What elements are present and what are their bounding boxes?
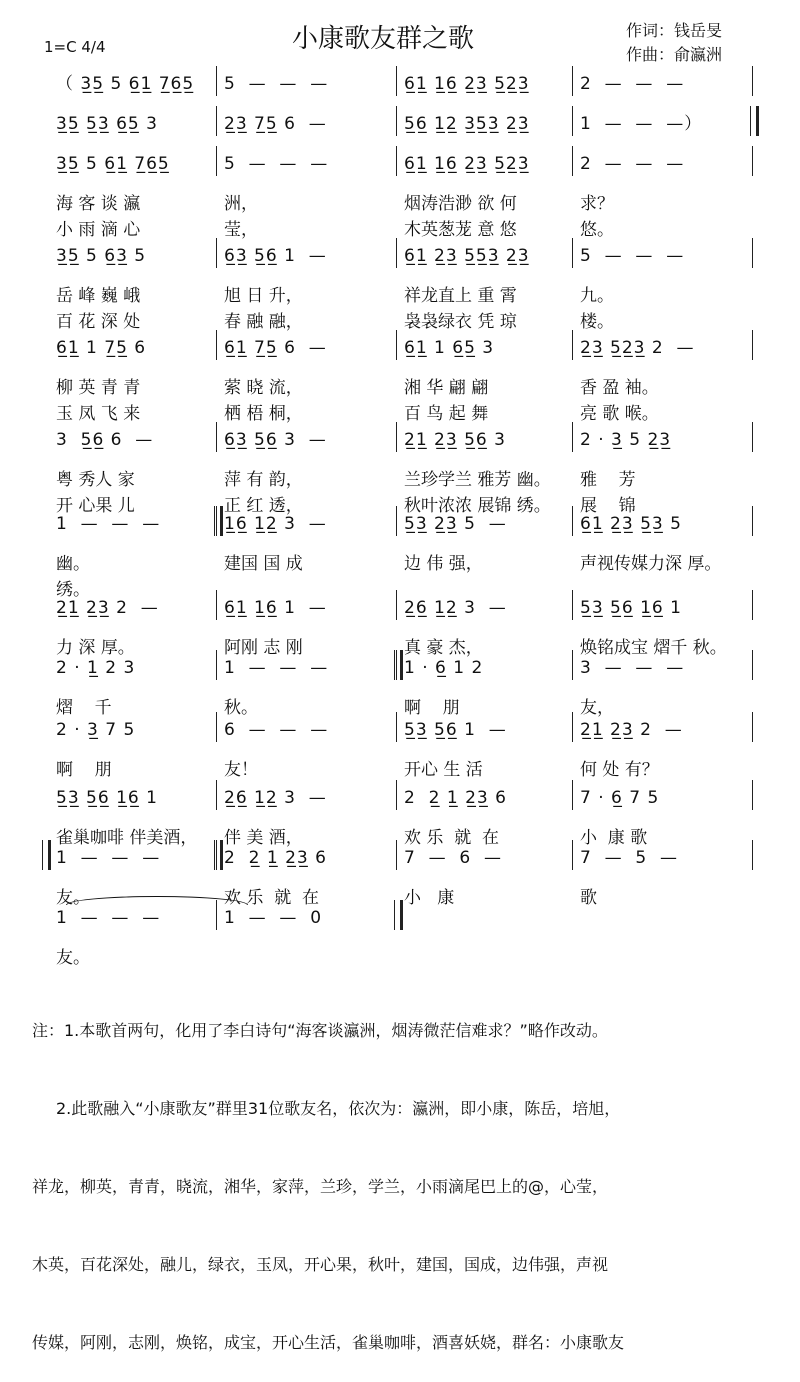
lyricist-credit: 作词：钱岳旻 bbox=[626, 21, 723, 40]
measure-notes: 6̲1̲ 7̲5̲ 6 — bbox=[224, 338, 327, 358]
barline bbox=[396, 330, 397, 360]
lyric-phrase: 百 花 深 处 bbox=[56, 312, 141, 332]
barline bbox=[752, 712, 753, 742]
notation-row bbox=[0, 786, 800, 816]
lyric-phrase: 洲， bbox=[224, 194, 258, 214]
measure-notes: 2 — — — bbox=[580, 154, 685, 174]
lyric-phrase: 烟涛浩渺 欲 何 bbox=[404, 194, 517, 214]
barline bbox=[572, 106, 573, 136]
measure-notes: 3̲5̲ 5 6̲3̲ 5 bbox=[56, 246, 147, 266]
lyric-phrase: 旭 日 升， bbox=[224, 286, 303, 306]
lyric-phrase: 声视传媒力深 厚。 bbox=[580, 554, 722, 574]
barline bbox=[396, 106, 397, 136]
lyric-phrase: 萦 晓 流， bbox=[224, 378, 303, 398]
lyric-phrase: 莹， bbox=[224, 220, 258, 240]
barline bbox=[572, 330, 573, 360]
measure-notes: 3̲5̲ 5̲3̲ 6̲5̲ 3 bbox=[56, 114, 158, 134]
lyric-phrase: 楼。 bbox=[580, 312, 614, 332]
measure-notes: 2̲6̲ 1̲2̲ 3 — bbox=[404, 598, 507, 618]
notation-row bbox=[0, 596, 800, 626]
lyric-phrase: 友。 bbox=[56, 948, 90, 968]
measure-notes: 6̲1̲ 1̲6̲ 2̲3̲ 5̲2̲3̲ bbox=[404, 74, 530, 94]
barline bbox=[572, 650, 573, 680]
repeat-end-barline bbox=[750, 106, 759, 136]
barline bbox=[752, 238, 753, 268]
measure-notes: 2 · 1̲ 2 3 bbox=[56, 658, 136, 678]
lyric-phrase: 展 锦 bbox=[580, 496, 636, 516]
measure-notes: 6 — — — bbox=[224, 720, 329, 740]
barline bbox=[396, 840, 397, 870]
barline bbox=[572, 146, 573, 176]
song-title: 小康歌友群之歌 bbox=[292, 24, 475, 54]
measure-notes: 6̲1̲ 2̲3̲ 5̲5̲3̲ 2̲3̲ bbox=[404, 246, 530, 266]
barline bbox=[572, 238, 573, 268]
measure-notes: 2 2̲ 1̲ 2̲3̲ 6 bbox=[404, 788, 507, 808]
measure-notes: 7 · 6̲ 7 5 bbox=[580, 788, 660, 808]
measure-notes: 5̲3̲ 5̲6̲ 1 — bbox=[404, 720, 507, 740]
measure-notes: 2̲1̲ 2̲3̲ 5̲6̲ 3 bbox=[404, 430, 506, 450]
lyric-phrase: 友！ bbox=[224, 760, 258, 780]
measure-notes: 1 · 6̲ 1 2 bbox=[404, 658, 484, 678]
repeat-end-barline bbox=[214, 506, 223, 536]
measure-notes: 2̲1̲ 2̲3̲ 2 — bbox=[580, 720, 683, 740]
lyric-phrase: 小 雨 滴 心 bbox=[56, 220, 141, 240]
footnote-line: 2.此歌融入“小康歌友”群里31位歌友名，依次为：瀛洲，即小康，陈岳，培旭， bbox=[56, 1099, 621, 1118]
notation-row bbox=[0, 718, 800, 748]
barline bbox=[216, 238, 217, 268]
barline bbox=[752, 650, 753, 680]
footnote-line: 木英，百花深处，融儿，绿衣，玉凤，开心果，秋叶，建国，国成，边伟强，声视 bbox=[32, 1255, 609, 1274]
composer-credit: 作曲：俞瀛洲 bbox=[626, 45, 723, 64]
notation-row bbox=[0, 846, 800, 876]
barline bbox=[396, 238, 397, 268]
lyric-phrase: 秋。 bbox=[224, 698, 258, 718]
lyric-phrase: 香 盈 袖。 bbox=[580, 378, 659, 398]
lyric-phrase: 幽。 bbox=[56, 554, 90, 574]
measure-notes: 6̲3̲ 5̲6̲ 3 — bbox=[224, 430, 327, 450]
lyric-phrase: 柳 英 青 青 bbox=[56, 378, 141, 398]
measure-notes: 1 — — — bbox=[56, 908, 161, 928]
measure-notes: 3 5̲6̲ 6 — bbox=[56, 430, 154, 450]
barline bbox=[216, 422, 217, 452]
footnote-line: 祥龙，柳英，青青，晓流，湘华，家萍，兰珍，学兰，小雨滴尾巴上的@，心莹， bbox=[32, 1177, 609, 1196]
barline bbox=[572, 590, 573, 620]
lyric-phrase: 萍 有 韵， bbox=[224, 470, 303, 490]
repeat-start-barline bbox=[42, 840, 51, 870]
lyric-phrase: 亮 歌 喉。 bbox=[580, 404, 659, 424]
lyric-phrase: 正 红 透， bbox=[224, 496, 303, 516]
lyric-phrase: 悠。 bbox=[580, 220, 614, 240]
measure-notes: 6̲1̲ 1̲6̲ 2̲3̲ 5̲2̲3̲ bbox=[404, 154, 530, 174]
measure-notes: 6̲1̲ 2̲3̲ 5̲3̲ 5 bbox=[580, 514, 682, 534]
lyric-phrase: 焕铭成宝 熠千 秋。 bbox=[580, 638, 727, 658]
lyric-phrase: 雅 芳 bbox=[580, 470, 636, 490]
measure-notes: 3̲5̲ 5 6̲1̲ 7̲6̲5̲ bbox=[56, 154, 170, 174]
lyric-phrase: 绣。 bbox=[56, 580, 90, 600]
measure-notes: 7 — 6 — bbox=[404, 848, 503, 868]
repeat-end-barline bbox=[214, 840, 223, 870]
lyric-phrase: 熠 千 bbox=[56, 698, 112, 718]
measure-notes: 1 — — — bbox=[56, 848, 161, 868]
repeat-start-barline bbox=[394, 650, 403, 680]
barline bbox=[396, 66, 397, 96]
lyric-phrase: 海 客 谈 瀛 bbox=[56, 194, 141, 214]
measure-notes: 7 — 5 — bbox=[580, 848, 679, 868]
barline bbox=[396, 780, 397, 810]
lyric-phrase: 真 豪 杰， bbox=[404, 638, 483, 658]
barline bbox=[572, 506, 573, 536]
measure-notes: 2 — — — bbox=[580, 74, 685, 94]
measure-notes: 2 · 3̲ 5 2̲3̲ bbox=[580, 430, 672, 450]
measure-notes: 6̲3̲ 5̲6̲ 1 — bbox=[224, 246, 327, 266]
measure-notes: 5 — — — bbox=[224, 154, 329, 174]
measure-notes: （ 3̲5̲ 5 6̲1̲ 7̲6̲5̲ bbox=[56, 74, 195, 94]
notation-row bbox=[0, 112, 800, 142]
lyric-phrase: 边 伟 强， bbox=[404, 554, 483, 574]
lyric-phrase: 啊 朋 bbox=[56, 760, 112, 780]
measure-notes: 5̲3̲ 5̲6̲ 1̲6̲ 1 bbox=[580, 598, 682, 618]
measure-notes: 6̲1̲ 1̲6̲ 1 — bbox=[224, 598, 327, 618]
barline bbox=[572, 712, 573, 742]
notation-row bbox=[0, 152, 800, 182]
measure-notes: 1 — — 0 bbox=[224, 908, 323, 928]
barline bbox=[396, 422, 397, 452]
measure-notes: 2̲3̲ 5̲2̲3̲ 2 — bbox=[580, 338, 695, 358]
measure-notes: 1 — — — bbox=[56, 514, 161, 534]
lyric-phrase: 袅袅绿衣 凭 琼 bbox=[404, 312, 517, 332]
key-signature: 1=C 4/4 bbox=[44, 38, 106, 56]
measure-notes: 5̲3̲ 5̲6̲ 1̲6̲ 1 bbox=[56, 788, 158, 808]
barline bbox=[752, 422, 753, 452]
lyric-phrase: 啊 朋 bbox=[404, 698, 460, 718]
lyric-phrase: 栖 梧 桐， bbox=[224, 404, 303, 424]
notation-row bbox=[0, 72, 800, 102]
measure-notes: 5 — — — bbox=[580, 246, 685, 266]
lyric-phrase: 湘 华 翩 翩 bbox=[404, 378, 489, 398]
measure-notes: 1̲6̲ 1̲2̲ 3 — bbox=[224, 514, 327, 534]
lyric-phrase: 粤 秀人 家 bbox=[56, 470, 135, 490]
barline bbox=[216, 712, 217, 742]
barline bbox=[752, 330, 753, 360]
lyric-phrase: 建国 国 成 bbox=[224, 554, 303, 574]
barline bbox=[396, 712, 397, 742]
measure-notes: 5̲6̲ 1̲2̲ 3̲5̲3̲ 2̲3̲ bbox=[404, 114, 530, 134]
barline bbox=[216, 330, 217, 360]
notation-row bbox=[0, 244, 800, 274]
barline bbox=[216, 146, 217, 176]
measure-notes: 1 — — — bbox=[224, 658, 329, 678]
measure-notes: 2̲3̲ 7̲5̲ 6 — bbox=[224, 114, 327, 134]
measure-notes: 6̲1̲ 1 6̲5̲ 3 bbox=[404, 338, 495, 358]
barline bbox=[752, 146, 753, 176]
notation-row bbox=[0, 428, 800, 458]
lyric-phrase: 何 处 有？ bbox=[580, 760, 659, 780]
footnotes bbox=[32, 966, 792, 1382]
barline bbox=[752, 840, 753, 870]
notation-row bbox=[0, 336, 800, 366]
lyric-phrase: 阿刚 志 刚 bbox=[224, 638, 303, 658]
barline bbox=[752, 506, 753, 536]
final-barline bbox=[394, 900, 403, 930]
lyric-phrase: 欢 乐 就 在 bbox=[404, 828, 500, 848]
measure-notes: 5̲3̲ 2̲3̲ 5 — bbox=[404, 514, 507, 534]
measure-notes: 3 — — — bbox=[580, 658, 685, 678]
barline bbox=[572, 840, 573, 870]
barline bbox=[752, 590, 753, 620]
barline bbox=[572, 66, 573, 96]
barline bbox=[216, 66, 217, 96]
measure-notes: 6̲1̲ 1 7̲5̲ 6 bbox=[56, 338, 147, 358]
barline bbox=[216, 650, 217, 680]
measure-notes: 1 — — —） bbox=[580, 114, 703, 134]
lyric-phrase: 歌 bbox=[580, 888, 597, 908]
lyric-phrase: 雀巢咖啡 伴美酒， bbox=[56, 828, 198, 848]
measure-notes: 2̲1̲ 2̲3̲ 2 — bbox=[56, 598, 159, 618]
barline bbox=[572, 780, 573, 810]
barline bbox=[396, 146, 397, 176]
lyric-phrase: 玉 凤 飞 来 bbox=[56, 404, 141, 424]
lyric-phrase: 春 融 融， bbox=[224, 312, 303, 332]
lyric-phrase: 小 康 bbox=[404, 888, 455, 908]
lyric-phrase: 兰珍学兰 雅芳 幽。 bbox=[404, 470, 551, 490]
barline bbox=[752, 780, 753, 810]
lyrics-row bbox=[0, 758, 800, 788]
measure-notes: 2̲6̲ 1̲2̲ 3 — bbox=[224, 788, 327, 808]
lyric-phrase: 开心 生 活 bbox=[404, 760, 483, 780]
lyric-phrase: 小 康 歌 bbox=[580, 828, 648, 848]
barline bbox=[216, 106, 217, 136]
lyric-phrase: 九。 bbox=[580, 286, 614, 306]
measure-notes: 2 · 3̲ 7 5 bbox=[56, 720, 136, 740]
barline bbox=[216, 780, 217, 810]
footnote-line: 传媒，阿刚，志刚，焕铭，成宝，开心生活，雀巢咖啡，酒喜妖娆，群名：小康歌友 bbox=[32, 1333, 625, 1352]
lyric-phrase: 秋叶浓浓 展锦 绣。 bbox=[404, 496, 551, 516]
footnote-line: 注：1.本歌首两句，化用了李白诗句“海客谈瀛洲，烟涛微茫信难求？”略作改动。 bbox=[32, 1021, 608, 1040]
barline bbox=[396, 506, 397, 536]
lyric-phrase: 欢 乐 就 在 bbox=[224, 888, 320, 908]
lyric-phrase: 求？ bbox=[580, 194, 614, 214]
barline bbox=[396, 590, 397, 620]
lyric-phrase: 岳 峰 巍 峨 bbox=[56, 286, 141, 306]
lyric-phrase: 力 深 厚。 bbox=[56, 638, 135, 658]
notation-row bbox=[0, 512, 800, 542]
lyric-phrase: 开 心果 儿 bbox=[56, 496, 135, 516]
lyric-phrase: 木英葱茏 意 悠 bbox=[404, 220, 517, 240]
lyric-phrase: 友。 bbox=[56, 888, 90, 908]
barline bbox=[752, 66, 753, 96]
lyric-phrase: 友， bbox=[580, 698, 614, 718]
measure-notes: 2 2̲ 1̲ 2̲3̲ 6 bbox=[224, 848, 327, 868]
barline bbox=[572, 422, 573, 452]
barline bbox=[216, 590, 217, 620]
lyric-phrase: 祥龙直上 重 霄 bbox=[404, 286, 517, 306]
measure-notes: 5 — — — bbox=[224, 74, 329, 94]
lyric-phrase: 伴 美 酒， bbox=[224, 828, 303, 848]
lyric-phrase: 百 鸟 起 舞 bbox=[404, 404, 489, 424]
